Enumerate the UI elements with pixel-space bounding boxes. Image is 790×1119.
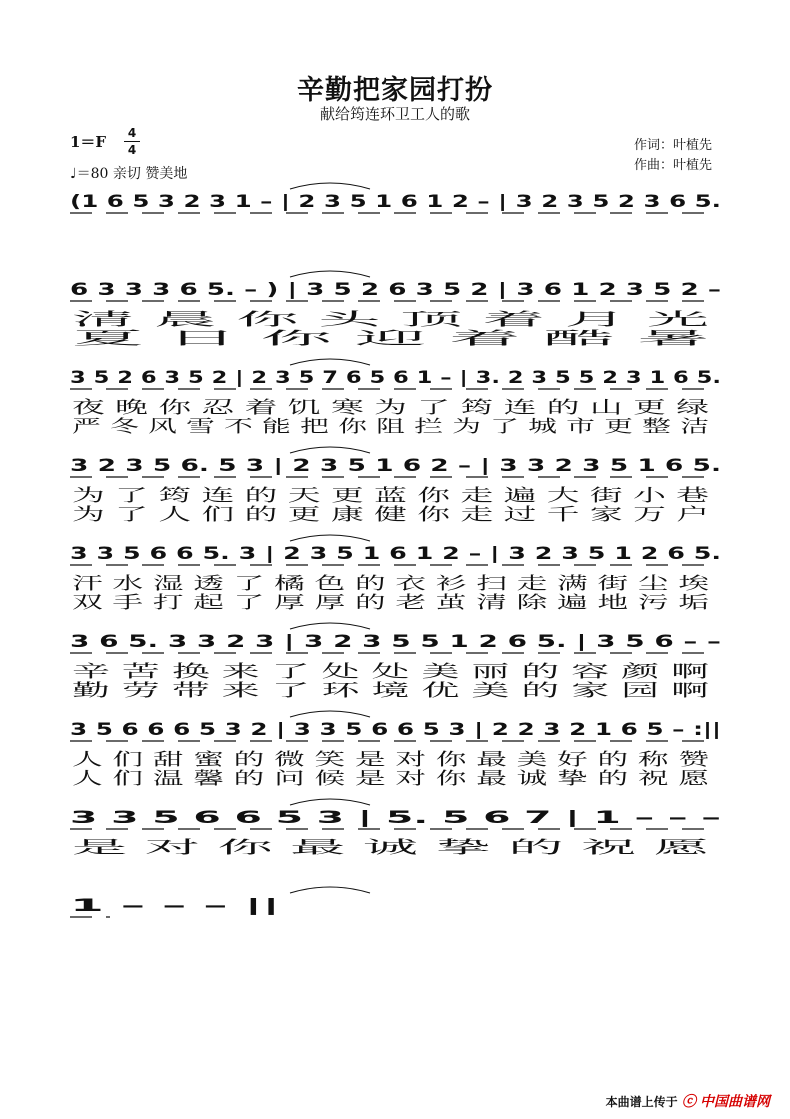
time-signature-top: 4 xyxy=(127,126,137,140)
time-signature-bottom: 4 xyxy=(127,143,137,157)
upload-text: 本曲谱上传于 xyxy=(605,1095,678,1109)
notation-line: 3 2 3 5 6. 5 3 | 2 3 5 1 6 2 – | 3 3 2 3 5 1 6 5. xyxy=(70,456,721,476)
composer: 作曲：叶植先 xyxy=(634,158,713,173)
lyric-line-2: 双 手 打 起 了 厚 厚 的 老 茧 清 除 遍 地 污 垢 xyxy=(72,593,709,613)
notation-line: 3 6 5. 3 3 2 3 | 3 2 3 5 5 1 2 6 5. | 3 5 6 – – xyxy=(70,632,721,652)
slur-mark xyxy=(290,799,370,805)
score-row xyxy=(70,271,721,349)
score-row xyxy=(70,535,721,613)
lyric-line-1: 是 对 你 最 诚 挚 的 祝 愿 xyxy=(72,838,709,858)
site-brand: 中国曲谱网 xyxy=(700,1094,770,1110)
notation-line: 3 5 6 6 6 5 3 2 | 3 3 5 6 6 5 3 | 2 2 3 2 1 6 5 – :|| xyxy=(70,720,721,740)
notation-line: (1 6 5 3 2 3 1 – | 2 3 5 1 6 1 2 – | 3 2 3 5 2 3 6 5. xyxy=(70,192,721,212)
notation-line: 6 3 3 3 6 5. – ) | 3 5 2 6 3 5 2 | 3 6 1 2 3 5 2 – xyxy=(70,280,721,300)
notation-line: 3 3 5 6 6 5. 3 | 2 3 5 1 6 1 2 – | 3 2 3 5 1 2 6 5. xyxy=(70,544,721,564)
tempo-text: ＝80 亲切 赞美地 xyxy=(76,166,188,182)
lyric-line-1: 为 了 筠 连 的 天 更 蓝 你 走 遍 大 街 小 巷 xyxy=(72,486,403,506)
score-row xyxy=(70,447,721,525)
score-row xyxy=(70,799,721,858)
slur-mark xyxy=(290,183,370,189)
site-logo: ⓒ xyxy=(681,1094,696,1110)
notation-line: 3 5 2 6 3 5 2 | 2 3 5 7 6 5 6 1 – | 3. 2 3 5 5 2 3 1 6 5. xyxy=(70,368,721,388)
notation-line: 1 – – – || xyxy=(70,896,280,916)
lyricist: 作词：叶植先 xyxy=(634,138,713,153)
lyric-line-1: 清 晨 你 头 顶 着 月 光 xyxy=(72,310,709,330)
lyric-line-2: 夏 日 你 迎 着 酷 暑 xyxy=(72,329,709,349)
song-title: 辛勤把家园打扮 xyxy=(297,75,493,106)
lyric-line-1: 辛 苦 换 来 了 处 处 美 丽 的 容 颜 啊 xyxy=(72,662,710,682)
site-footer xyxy=(606,1091,770,1111)
slur-mark xyxy=(290,535,370,541)
slur-mark xyxy=(290,447,370,453)
score-row xyxy=(70,623,721,701)
lyric-line-2: 人 们 温 馨 的 问 候 是 对 你 最 诚 挚 的 祝 愿 xyxy=(72,769,426,789)
key-signature: 1＝F xyxy=(70,133,107,151)
score-row xyxy=(70,887,370,917)
lyric-line-2: 勤 劳 带 来 了 环 境 优 美 的 家 园 啊 xyxy=(72,681,710,701)
slur-mark xyxy=(290,887,370,893)
slur-mark xyxy=(290,623,370,629)
lyric-line-1: 夜 晚 你 忍 着 饥 寒 为 了 筠 连 的 山 更 绿 xyxy=(72,398,709,418)
lyric-line-1: 汗 水 湿 透 了 橘 色 的 衣 衫 扫 走 满 街 尘 埃 xyxy=(72,574,426,594)
lyric-line-2: 严 冬 风 雪 不 能 把 你 阻 拦 为 了 城 市 更 整 洁 xyxy=(72,417,709,437)
score-row xyxy=(70,711,721,789)
slur-mark xyxy=(290,711,370,717)
lyric-line-2: 为 了 人 们 的 更 康 健 你 走 过 千 家 万 户 xyxy=(72,505,709,525)
quarter-note-icon: ♩ xyxy=(70,166,77,182)
score-rows xyxy=(70,183,721,917)
slur-mark xyxy=(290,271,370,277)
score-row xyxy=(70,359,721,437)
notation-line: 3 3 5 6 6 5 3 | 5. 5 6 7 | 1 – – – xyxy=(70,808,721,828)
lyric-line-1: 人 们 甜 蜜 的 微 笑 是 对 你 最 美 好 的 称 赞 xyxy=(72,750,711,770)
song-subtitle: 献给筠连环卫工人的歌 xyxy=(319,105,470,123)
score-row xyxy=(70,183,721,213)
slur-mark xyxy=(290,359,370,365)
